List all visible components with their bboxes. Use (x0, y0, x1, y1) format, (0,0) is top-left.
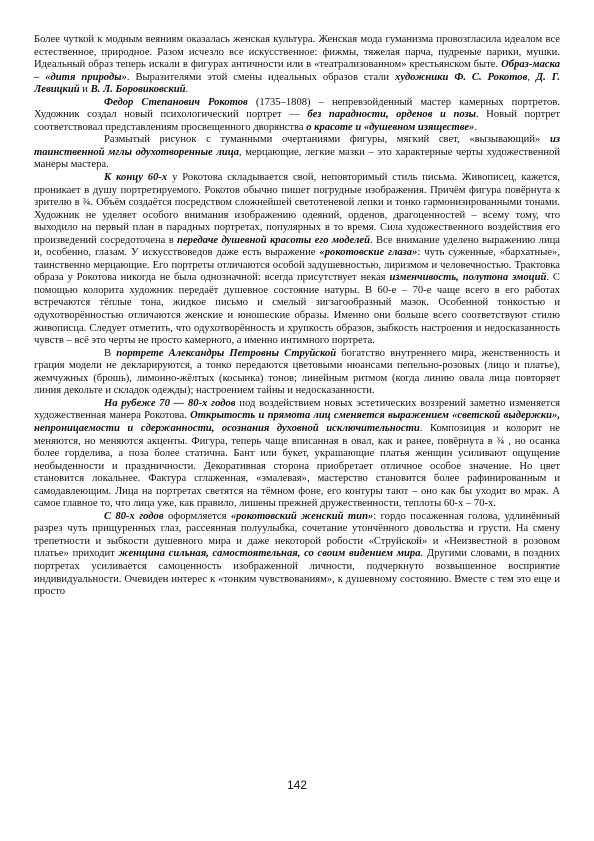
paragraph (34, 34, 560, 97)
body-text: . Новый портрет соответствовал представлениям просвещенного дворянства (34, 109, 560, 133)
emphasis-text: о красоте и «душевном изяществе» (306, 121, 475, 133)
page-number: 142 (286, 778, 308, 792)
emphasis-text: Федор Степанович Рокотов (104, 96, 248, 108)
emphasis-text: без парадности, орденов и позы (307, 109, 476, 121)
body-text: : чуть суженные, «бархатные», таинственно мерцающие. Его портреты отличаются особой задушевностью, лиризмом и человечностью. Трактовка образа у Рокотова никогда не была однозначной: всегда присутствует некая (34, 247, 560, 284)
emphasis-text: С 80-х годов (104, 510, 164, 522)
body-text: , (527, 71, 536, 83)
body-text: и (79, 84, 91, 96)
emphasis-text: В. Л. Боровиковский (90, 84, 186, 96)
body-text: . С помощью колорита художник передаёт душевное состояние натуры. В 60-е – 70-е чаще всего в его работах встречаются тёплые тона, жидкое письмо и смелый зигзагообразный мазок. Особенной тонкостью и одухотворённостью отличаются женские и юношеские образы. Именно они больше всего соответствуют стилю живописца. Следует отметить, что одухотворённость и хрупкость образов, зыбкость настроения и недосказанность чувств – всё это черты не просто камерного, а именно интимного портрета. (34, 272, 560, 347)
paragraph (34, 398, 560, 511)
body-text: : гордо посаженная голова, удлинённый разрез чуть прищуренных глаз, рассеянная полуулыбка, сочетание утончённого довольства и грусти. На смену трепетности и зыбкости душевного мира и даже некоторой робости «Струйской» и «Неизвестной в розовом платье» приходит (34, 510, 560, 560)
body-text: у Рокотова складывается свой, неповторимый стиль письма. Живописец, кажется, проникает в душу портретируемого. Рокотов обычно пишет погрудные изображения. Причём фигура повёрнута к зрителю в ¾. Объём создаётся посредством сложнейшей светотеневой лепки и тонко гармонизированными тонами. Художник не уделяет особого внимания изображению одеяний, орденов, драгоценностей – всему тому, что выходило на первый план в парадных портретах, популярных в то время. Сила художественного воздействия его произведений сосредоточена в (34, 172, 560, 246)
body-text: . (474, 121, 477, 133)
emphasis-text: «рокотовский женский тип» (230, 510, 374, 522)
body-text: , мерцающие, легкие мазки – это характерные черты художественной манеры мастера. (34, 146, 560, 171)
emphasis-text: Д. Г. Левицкий (34, 71, 560, 96)
paragraph (34, 134, 560, 172)
paragraph (34, 348, 560, 398)
body-text: Более чуткой к модным веяниям оказалась женская культура. Женская мода гуманизма провозгласила идеалом все естественное, природное. Разом исчезло все искусственное: фижмы, тяжелая парча, пудреные парики, мушки. Идеальный образ теперь искали в фигурах античности или в «театрализованном» крестьянском быте. (34, 34, 560, 71)
emphasis-text: передаче душевной красоты его моделей (177, 234, 370, 246)
body-text: под воздействием новых эстетических воззрений заметно изменяется художественная манера Рокотова. (34, 397, 560, 422)
emphasis-text: изменчивость, полутона эмоций (389, 272, 547, 284)
emphasis-text: «рокотовские глаза» (319, 247, 418, 259)
body-text: (1735–1808) – непревзойденный мастер камерных портретов. Художник создал новый психологический портрет — (34, 96, 560, 121)
body-text: . Выразителями этой смены идеальных образов стали (126, 71, 396, 83)
body-text: . (185, 84, 189, 96)
emphasis-text: Образ-маска – «дитя природы» (34, 59, 560, 83)
emphasis-text: из таинственной мглы одухотворенные лица (34, 134, 560, 158)
body-text: богатство внутреннего мира, женственность и грация модели не декларируются, а тонко передаются цветовыми нюансами пепельно-розовых (лицо и платье), жемчужных (брошь), лимонно-жёлтых (косынка) тонов; линейным ритмом (когда линию овала лица повторяет линия декольте и складок одежды); настроением тайны и недосказанности. (34, 347, 560, 397)
emphasis-text: женщина сильная, самостоятельная, со своим видением мира (118, 548, 421, 560)
emphasis-text: Открытость и прямота лиц сменяется выражением «светской выдержки», непроницаемости и сдержанности, осознания духовной исключительности (34, 410, 560, 434)
paragraph (34, 511, 560, 599)
paragraph (34, 172, 560, 348)
emphasis-text: На рубеже 70 — 80-х годов (104, 397, 236, 409)
emphasis-text: портрете Александры Петровны Струйской (116, 347, 337, 359)
body-text: . Композиция и колорит не меняются, но меняются акценты. Фигура, теперь чаще вписанная в овал, как и ранее, повёрнута в ¾ , но осанка более горделива, а поза более статична. Бант или букет, украшающие платья женщин усиливают ощущение необыденности и праздничности. Декоративная сторона приобретает отличное особое значение. Но цвет становится локальнее. Фактура сглаженная, «эмалевая», мастерство становится более рафинированным и самодавлеющим. Лица на портретах светятся на тёмном фоне, его контуры тают – оно как бы уходит во мрак. А самое главное то, что лица уже, как правило, лишены прежней дружественности, теплоты 60-х – 70-х. (34, 422, 560, 510)
document-body (34, 34, 560, 599)
emphasis-text: К концу 60-х (104, 172, 168, 184)
paragraph (34, 97, 560, 135)
body-text: Размытый рисунок с туманными очертаниями фигуры, мягкий свет, «вызывающий» (104, 134, 550, 146)
body-text: . Все внимание уделено выражению лица и, особенно, глазам. У искусствоведов даже есть выражение (34, 234, 560, 259)
body-text: . Другими словами, в поздних портретах усиливается самоценность изображенной личности, подчеркнуто возвышенное восприятие индивидуальности. Очевиден интерес к «тонким чувствованиям», к душевному состоянию. Вместе с тем это еще и просто (34, 548, 560, 598)
body-text: оформляется (163, 510, 231, 522)
emphasis-text: художники Ф. С. Рокотов (395, 71, 528, 83)
body-text: В (104, 347, 117, 359)
